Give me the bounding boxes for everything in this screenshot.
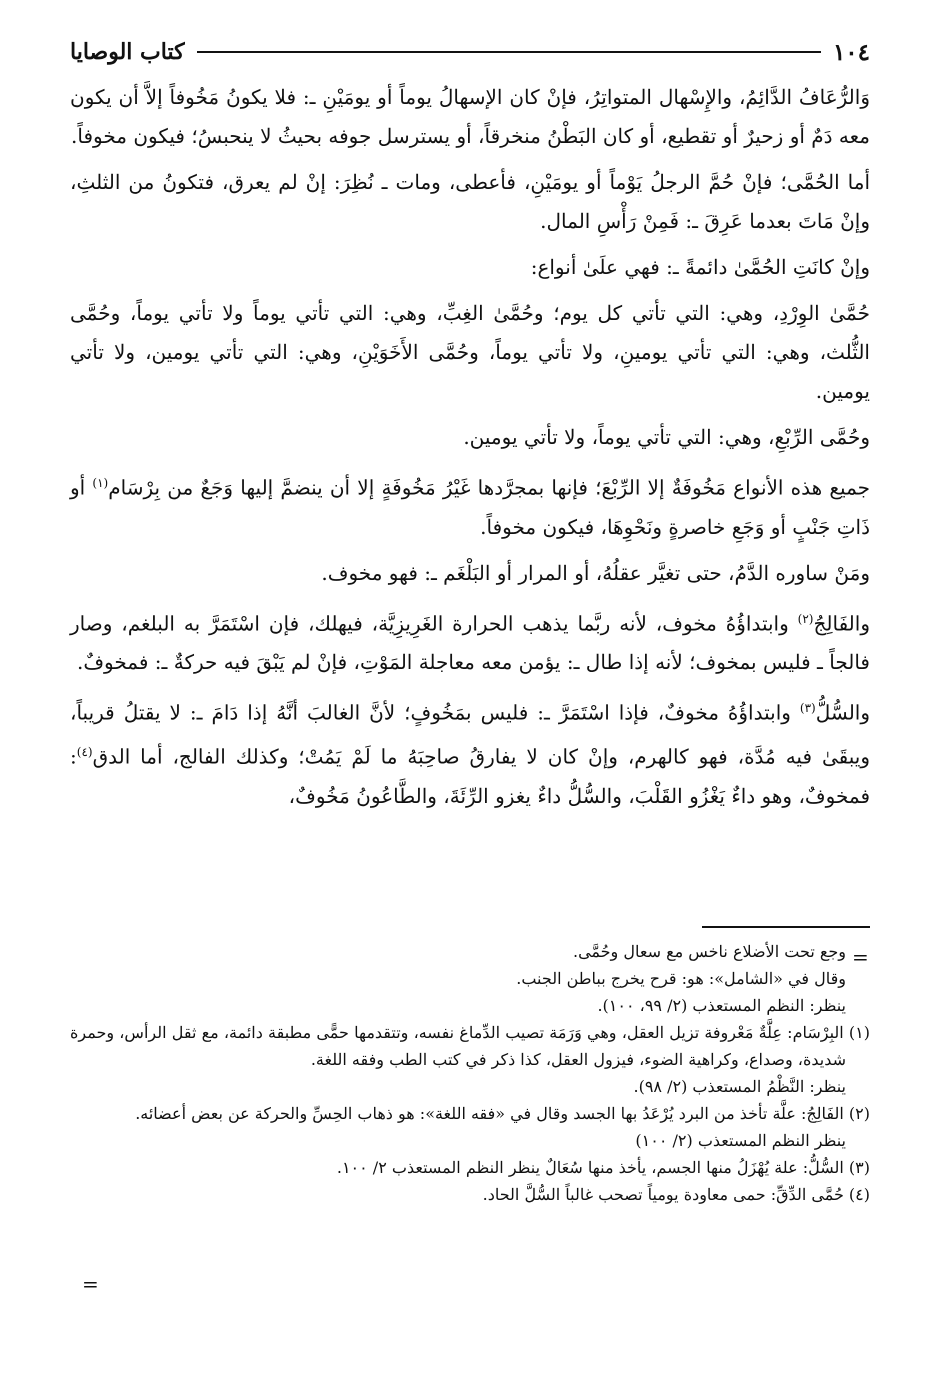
footnote-continuation: وقال في «الشامل»: هو: قرح يخرج بباطن الجنب. bbox=[516, 969, 846, 988]
footnote-2: (٢) الفَالِجُ: علَّة تأخذ من البرد يُرْعَدُ بها الجسد وقال في «فقه اللغة»: هو ذهاب الحِسِّ والحركة عن بعض أعضائه. bbox=[135, 1104, 870, 1123]
book-title: كتاب الوصايا bbox=[70, 39, 185, 65]
paragraph: أما الحُمَّى؛ فإنْ حُمَّ الرجلُ يَوْماً أو يومَيْنِ، فأعطى، ومات ـ نُظِرَ: إنْ لم يعرق، فتكونُ من الثلثِ، وإنْ مَاتَ بعدما عَرِقَ ـ: فَمِنْ رَأْسِ المال. bbox=[70, 170, 870, 233]
paragraph-text: : فمخوفٌ، وهو داءٌ يَغْزُو القَلْبَ، والسُّلُّ داءٌ يغزو الرِّئَةَ، والطَّاعُونُ مَخُوفٌ، bbox=[70, 744, 870, 808]
footnote-continuation: ينظر: النظم المستعذب (٢/ ٩٩، ١٠٠). bbox=[597, 996, 846, 1015]
page-header bbox=[70, 34, 870, 70]
paragraph: وحُمَّى الرِّبْعِ، وهي: التي تأتي يوماً، ولا تأتي يومين. bbox=[463, 425, 870, 449]
footnotes bbox=[70, 938, 870, 1208]
footnote-3: (٣) السُّلُّ: علة يُهْزَلُ منها الجسم، يأخذ منها سُعَالٌ ينظر النظم المستعذب ٢/ ١٠٠. bbox=[336, 1158, 870, 1177]
continuation-mark: = bbox=[852, 945, 869, 969]
footnote-4: (٤) حُمَّى الدِّقِّ: حمى معاودة يومياً تصحب غالباً السُّلَّ الحاد. bbox=[482, 1185, 870, 1204]
footnote-continuation: وجع تحت الأضلاع ناخس مع سعال وحُمَّى. bbox=[572, 942, 846, 961]
footnote-ref[interactable]: (٢) bbox=[797, 611, 814, 626]
header-rule bbox=[197, 51, 821, 53]
paragraph: وَالرُّعَافُ الدَّائِمُ، والإِسْهال المتواتِرُ، فإنْ كان الإسهالُ يوماً أو يومَيْنِ ـ: فلا يكونُ مَخُوفاً إلاَّ أن يكون معه دَمٌ أو زحيرٌ أو تقطيع، أو كان البَطْنُ منخرقاً، أو يسترسل جوفه بحيثُ لا ينحبسُ؛ فيكون مخوفاً. bbox=[70, 85, 870, 148]
paragraph: ومَنْ ساوره الدَّمُ، حتى تغيَّر عقلُهُ، أو المرار أو البَلْغَم ـ: فهو مخوف. bbox=[321, 560, 870, 585]
footnote-2-ref: ينظر النظم المستعذب (٢/ ١٠٠) bbox=[635, 1131, 846, 1150]
page-number: ١٠٤ bbox=[832, 38, 870, 66]
paragraph bbox=[70, 689, 870, 815]
paragraph-text: أو ذَاتِ جَنْبٍ أو وَجَعِ خاصرةٍ ونَحْوِهَا، فيكون مخوفاً. bbox=[70, 475, 870, 539]
paragraph: وإنْ كانَتِ الحُمَّىٰ دائمةً ـ: فهي علَىٰ أنواع: bbox=[530, 255, 870, 279]
footnote-1-ref: ينظر: النَّظْمُ المستعذب (٢/ ٩٨). bbox=[633, 1077, 846, 1096]
paragraph-text: والسُّلُّ bbox=[815, 700, 870, 725]
continuation-mark-bottom: = bbox=[82, 1272, 99, 1296]
paragraph bbox=[70, 464, 870, 547]
paragraph-text: وابتداؤُهُ مخوفٌ، فإذا اسْتَمَرَّ ـ: فليس بمَخُوفٍ؛ لأنَّ الغالبَ أنَّهُ إذا دَامَ ـ: لا يقتلُ قريباً، ويبقَىٰ فيه مُدَّة، فهو كالهرم، وإنْ كان لا يفارقُ صاحِبَهُ ما لَمْ يَمُتْ؛ وكذلك الفالج، أما الدق bbox=[70, 700, 870, 769]
paragraph: حُمَّىٰ الوِرْدِ، وهي: التي تأتي كل يوم؛ وحُمَّىٰ الغِبِّ، وهي: التي تأتي يوماً ولا تأتي يوماً، وحُمَّى الثُّلث، وهي: التي تأتي يومينِ، ولا تأتي يوماً، وحُمَّى الأَخَوَيْنِ، وهي: التي تأتي يومين، ولا تأتي يومين. bbox=[70, 301, 870, 403]
paragraph bbox=[70, 600, 870, 683]
paragraph-text: جميع هذه الأنواع مَخُوفَةٌ إلا الرِّبْعَ؛ فإنها بمجرَّدها غَيْرُ مَخُوفَةٍ إلا أن ينضمَّ إليها وَجَعٌ من بِرْسَام bbox=[108, 475, 870, 500]
footnote-ref[interactable]: (٣) bbox=[799, 701, 816, 716]
footnote-1: (١) البِرْسَام: عِلَّةٌ مَعْروفة تزيل العقل، وهي وَرَمَة تصيب الدِّماغ نفسه، وتتقدمها حمًّى مطبقة دائمة، مع ثقل الرأس، وحمرة شديدة، وصداع، وكراهية الضوء، فيزول العقل، كذا ذكر في كتب الطب وفقه اللغة. bbox=[70, 1023, 870, 1069]
paragraph-text: وابتداؤُهُ مخوف، لأنه ربَّما يذهب الحرارة الغَرِيزِيَّة، فيهلك، فإن اسْتَمَرَّ به البلغم، وصار فالجاً ـ فليس بمخوف؛ لأنه إذا طال ـ: يؤمن معه معاجلة المَوْتِ، فإنْ لم يَبْقَ فيه حركةٌ ـ: فمخوفٌ. bbox=[70, 611, 870, 675]
footnote-ref[interactable]: (٤) bbox=[76, 744, 93, 759]
main-text bbox=[70, 78, 870, 823]
paragraph-text: والفَالِجُ bbox=[813, 611, 870, 636]
footnote-separator bbox=[702, 926, 870, 928]
footnote-ref[interactable]: (١) bbox=[92, 476, 109, 490]
